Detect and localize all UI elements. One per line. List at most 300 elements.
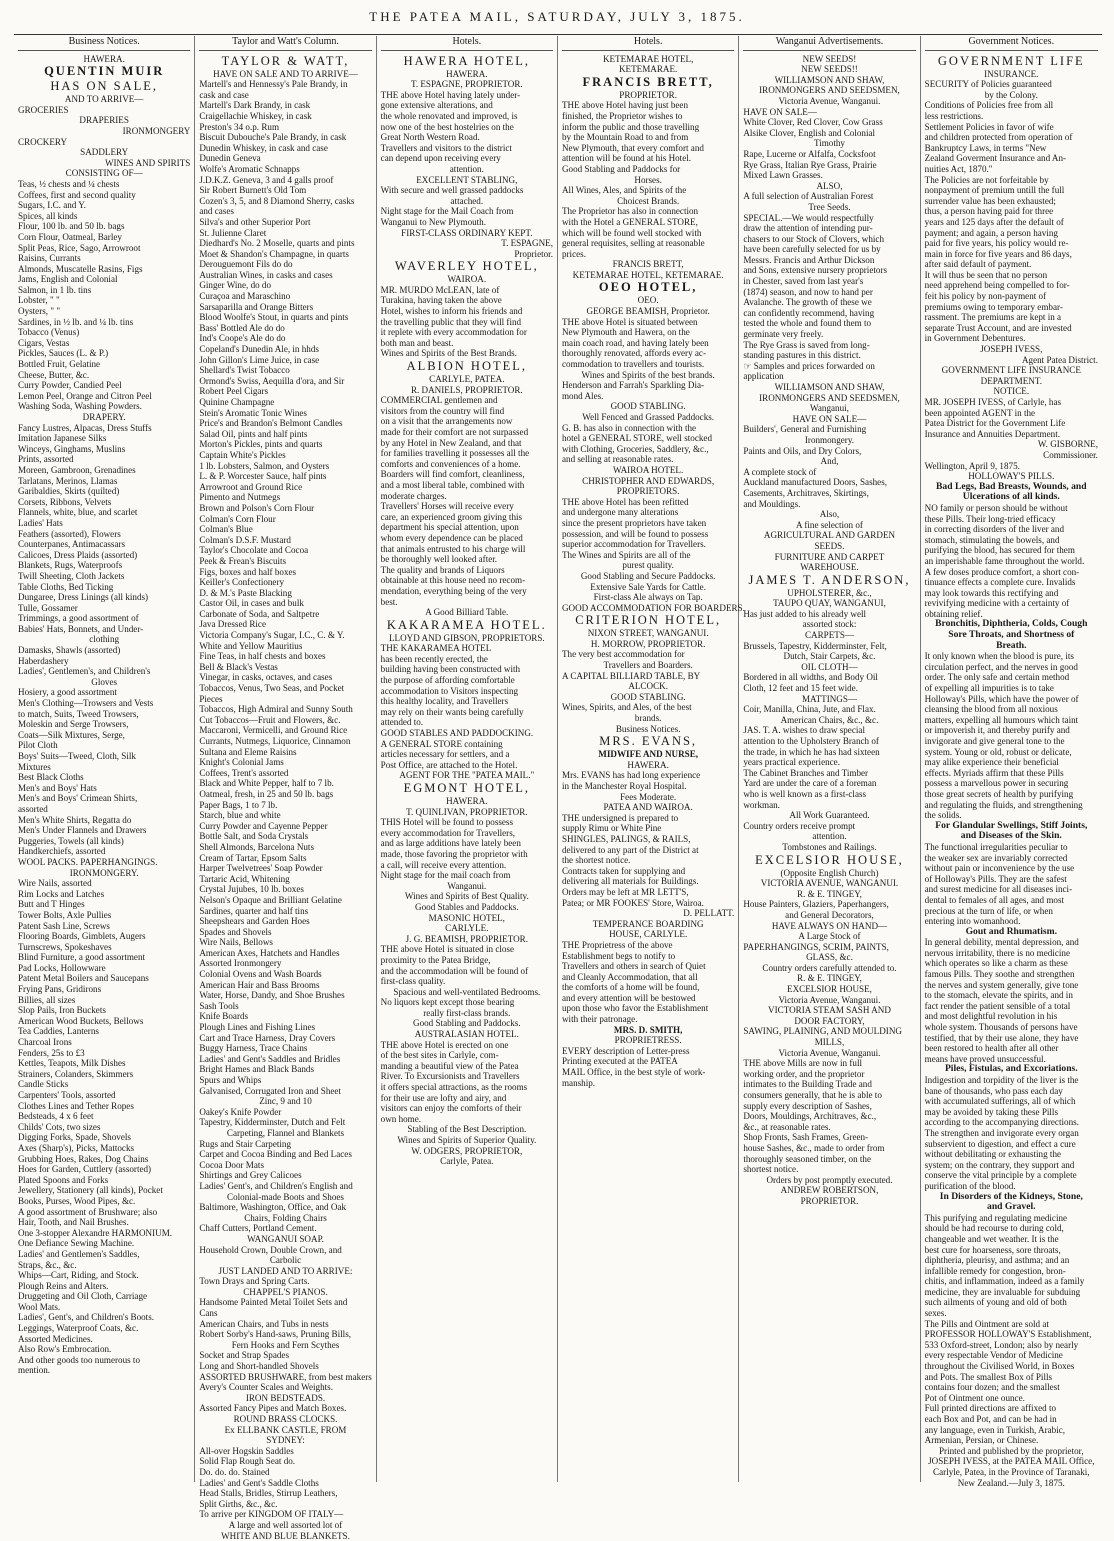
text-line: The Rye Grass is saved from long- — [743, 339, 870, 350]
text-line: Wines and Spirits of the best brands. — [581, 369, 715, 380]
text-line: Agent Patea District. — [1021, 354, 1098, 365]
column-header: Taylor and Watt's Column. — [199, 36, 371, 51]
text-line: and Gravel. — [987, 1201, 1036, 1213]
text-line: Cheese, Butter, &c. — [18, 369, 90, 380]
text-line: FIRST-CLASS ORDINARY KEPT. — [401, 227, 533, 238]
text-line: Breath. — [996, 639, 1027, 651]
text-line: WOOL PACKS. PAPERHANGINGS. — [18, 856, 158, 867]
text-line: the solids. — [924, 810, 962, 821]
text-line: years and 125 days after the default of — [924, 216, 1064, 227]
text-line: really first-class brands. — [423, 1007, 511, 1018]
text-line: Preston's 34 o.p. Rum — [199, 121, 280, 132]
text-line: Insurance and Annuities Department. — [924, 428, 1060, 439]
text-line: Hair, Tooth, and Nail Brushes. — [18, 1217, 129, 1228]
text-line: 533 Oxford-street, London; also by nearly — [924, 1339, 1079, 1350]
text-line: ☞ Samples and prices forwarded on — [743, 360, 875, 371]
text-line: gone extensive alterations, and — [380, 100, 493, 111]
text-line: Leggings, Waterproof Coats, &c. — [18, 1323, 139, 1334]
text-line: Wanganui. — [447, 880, 487, 891]
text-line: Proprietor. — [514, 248, 553, 259]
text-line: visitors from the country will find — [380, 405, 505, 416]
text-line: precious at the turn of life, or when — [924, 905, 1053, 916]
text-line: Sardines, in ½ lb. and ¼ lb. tins — [18, 316, 134, 327]
text-line: Straps, &c., &c. — [18, 1259, 77, 1270]
text-line: Tower Bolts, Axle Pullies — [18, 909, 112, 920]
text-line: American Wood Buckets, Bellows — [18, 1015, 144, 1026]
text-line: HAWERA. — [83, 53, 125, 64]
text-line: and regulating the fluids, and strengthening — [924, 799, 1083, 810]
text-line: Jams, English and Colonial — [18, 274, 118, 285]
text-line: Moleskin and Serge Trowsers, — [18, 719, 129, 730]
column-header: Wanganui Advertisements. — [743, 36, 915, 51]
text-line: Men's and Boys' Crimean Shirts, — [18, 793, 138, 804]
text-line: Kettles, Teapots, Milk Dishes — [18, 1058, 126, 1069]
text-line: Derouguemont Fils do do — [199, 259, 293, 270]
text-line: visitors can enjoy the comforts of their — [380, 1103, 522, 1114]
text-line: Country orders carefully attended to. — [762, 962, 897, 973]
text-line: MRS. D. SMITH, — [613, 1024, 683, 1035]
text-line: feit his policy by non-payment of — [924, 291, 1047, 302]
text-line: Wire Nails, assorted — [18, 878, 92, 889]
text-line: THE above Mills are now in full — [743, 1058, 863, 1069]
text-line: now one of the best hostelries on the — [380, 121, 514, 132]
text-line: and surest medicine for all diseases inci- — [924, 884, 1073, 895]
text-line: and Mouldings. — [743, 498, 801, 509]
text-line: EXCELSIOR HOUSE, — [787, 984, 872, 995]
text-line: Martell's and Hennessy's Pale Brandy, in — [199, 79, 348, 90]
column-hotels-2 — [558, 36, 745, 1482]
text-line: Knight's Colonial Jams — [199, 757, 284, 768]
text-line: Salad Oil, pints and half pints — [199, 428, 308, 439]
text-line: Wanganui, — [810, 403, 849, 414]
text-line: Mixed Lawn Grasses. — [743, 170, 823, 181]
text-line: John Gillon's Lime Juice, in case — [199, 354, 320, 365]
text-line: GLASS, &c. — [806, 952, 853, 963]
text-line: TAYLOR & WATT, — [221, 53, 350, 68]
text-line: on a visit that the arrangements now — [380, 416, 513, 427]
text-line: Harper Twelvetrees' Soap Powder — [199, 863, 323, 874]
text-line: Paper Bags, 1 to 7 lb. — [199, 799, 278, 810]
text-line: OEO. — [637, 295, 659, 306]
text-line: Carlyle, Patea, in the Province of Taranaki, — [933, 1466, 1090, 1477]
text-line: Colman's Blue — [199, 524, 253, 535]
text-line: Coir, Manilla, China, Jute, and Flax. — [743, 704, 876, 715]
text-line: NEW SEEDS! — [802, 53, 857, 64]
text-line: Keiller's Confectionery — [199, 577, 285, 588]
text-line: Spurs and Whips — [199, 1075, 262, 1085]
text-line: CROCKERY — [18, 136, 68, 147]
text-line: been restored to health after all other — [924, 1043, 1059, 1054]
text-line: and General Decorators, — [785, 909, 874, 920]
column-header: Hotels. — [562, 36, 734, 51]
text-line: DEPARTMENT. — [980, 375, 1042, 386]
text-line: rassment. The premiums are kept in a — [924, 312, 1062, 323]
text-line: MILLS, — [814, 1037, 845, 1048]
text-line: Spacious and well-ventilated Bedrooms. — [393, 986, 541, 997]
text-line: Druggeting and Oil Cloth, Carriage — [18, 1291, 148, 1302]
text-line: SEEDS. — [814, 540, 845, 551]
text-line: Good Stabling and Secure Paddocks. — [580, 570, 716, 581]
text-line: can depend upon receiving every — [380, 153, 501, 164]
text-line: H. MORROW, PROPRIETOR. — [590, 638, 706, 649]
text-line: delivered to any part of the District at — [561, 844, 699, 855]
text-line: KAKARAMEA HOTEL. — [386, 617, 547, 632]
text-line: contains four dozen; and the smallest — [924, 1382, 1060, 1393]
text-line: White and Yellow Mauritius — [199, 640, 303, 651]
text-line: CARLYLE, PATEA. — [429, 374, 505, 385]
text-line: first-class quality. — [380, 976, 446, 987]
text-line: the trade, in which he has had sixteen — [743, 746, 880, 757]
text-line: Tree Seeds. — [808, 201, 851, 212]
text-line: Strainers, Colanders, Skimmers — [18, 1068, 134, 1079]
text-line: effects. Myriads affirm that these Pills — [924, 767, 1064, 778]
text-line: JUST LANDED AND TO ARRIVE: — [218, 1265, 353, 1276]
text-line: the whole renovated and improved, is — [380, 110, 518, 121]
text-line: St. Julienne Claret — [199, 227, 267, 238]
text-line: Oakey's Knife Powder — [199, 1106, 282, 1117]
text-line: Coffees, first and second quality — [18, 189, 136, 200]
text-line: purest quality. — [622, 560, 674, 571]
text-line: chitis, and inflammation, indeed as a family — [924, 1276, 1085, 1287]
text-line: of expelling all impurities is to take — [924, 683, 1054, 694]
text-line: attached. — [450, 195, 484, 206]
text-line: And, — [820, 456, 839, 467]
text-line: Craigellachie Whiskey, in cask — [199, 110, 312, 121]
text-line: Lemon Peel, Orange and Citron Peel — [18, 390, 152, 401]
column-header: Hotels. — [381, 36, 553, 51]
text-line: Fenders, 25s to £3 — [18, 1047, 85, 1058]
text-line: KETEMARAE HOTEL, KETEMARAE. — [572, 269, 724, 280]
text-line: Zealand Goverment Insurance and An- — [924, 153, 1067, 164]
text-line: any language, even in Turkish, Arabic, — [924, 1424, 1066, 1435]
text-line: GEORGE BEAMISH, Proprietor. — [586, 306, 710, 317]
text-line: Ind's Coope's Ale do do — [199, 333, 286, 344]
text-line: and Sons, extensive nursery proprietors — [743, 265, 888, 276]
text-line: need apprehend being compelled to for- — [924, 280, 1070, 291]
text-line: Auckland manufactured Doors, Sashes, — [743, 477, 888, 488]
newspaper-page — [14, 36, 1102, 1541]
text-line: Cloth, 12 feet and 15 feet wide. — [743, 683, 858, 694]
text-line: dental to females of all ages, and most — [924, 894, 1065, 905]
text-line: DRAPERIES — [79, 115, 129, 126]
text-line: Flour, 100 lb. and 50 lb. bags — [18, 221, 125, 232]
text-line: best. — [380, 596, 398, 607]
text-line: Buggy Harness, Trace Chains — [199, 1043, 308, 1054]
text-line: GOOD STABLING. — [610, 401, 686, 412]
text-line: with accumulated sufferings, all of which — [924, 1096, 1076, 1107]
text-line: MIDWIFE AND NURSE, — [598, 749, 699, 760]
text-line: HAWERA. — [627, 759, 669, 770]
text-line: be thoroughly well looked after. — [380, 554, 498, 565]
text-line: supply every description of Sashes, — [743, 1100, 872, 1111]
text-line: attention. — [449, 163, 484, 174]
text-line: Pad Locks, Hollowware — [18, 962, 106, 973]
text-line: and Cleanly Accommodation, that all — [561, 971, 698, 982]
text-line: Spices, all kinds — [18, 210, 78, 221]
text-line: WHITE AND BLUE BLANKETS. — [221, 1530, 350, 1541]
column-taylor-and-watt — [195, 36, 376, 1541]
column-government-notices — [921, 36, 1102, 1488]
text-line: Split Peas, Rice, Sago, Arrowroot — [18, 242, 141, 253]
text-line: Curry Powder, Candied Peel — [18, 380, 122, 391]
text-line: FURNITURE AND CARPET — [774, 551, 885, 562]
text-line: The strengthen and invigorate every organ — [924, 1127, 1079, 1138]
text-line: PAPERHANGINGS, SCRIM, PAINTS, — [743, 941, 889, 952]
text-line: INSURANCE. — [984, 68, 1039, 79]
text-line: Dutch, Stair Carpets, &c. — [783, 651, 876, 662]
text-line: standing pastures in this district. — [743, 350, 861, 361]
text-line: testified, that by their use alone, they have — [924, 1032, 1079, 1043]
text-line: medicine, they are invaluable for subduing — [924, 1286, 1081, 1297]
text-line: Choicest Brands. — [617, 195, 680, 206]
text-line: &c., at reasonable rates. — [743, 1121, 831, 1132]
text-line: Ladies' and Gent's Saddles and Bridles — [199, 1053, 341, 1064]
text-line: Pimento and Nutmegs — [199, 492, 281, 503]
text-line: A GENERAL STORE containing — [380, 738, 503, 749]
text-line: stomach, stimulating the bowels, and — [924, 534, 1060, 545]
text-line: Butt and T Hinges — [18, 899, 85, 910]
text-line: proximity to the Patea Bridge, — [380, 954, 491, 965]
text-line: has been recently erected, the — [380, 653, 488, 664]
text-line: Alsike Clover, English and Colonial — [743, 127, 876, 138]
text-line: Ladies' Hats — [18, 517, 63, 528]
text-line: Carpeting, Flannel and Blankets — [226, 1127, 345, 1138]
text-line: WAIROA HOTEL. — [613, 464, 684, 475]
text-line: Pieces — [199, 693, 223, 704]
text-line: according to the accompanying directions. — [924, 1117, 1079, 1128]
text-line: it replete with every accommodation for — [380, 327, 527, 338]
text-line: Piles, Fistulas, and Excoriations. — [944, 1063, 1078, 1075]
text-line: Table Cloths, Bed Ticking — [18, 581, 114, 592]
text-line: thoroughly renovated, affords every ac- — [561, 348, 706, 359]
text-line: nervous irritability, there is no medicine — [924, 947, 1071, 958]
text-line: Pilot Cloth — [18, 740, 58, 751]
text-line: J.D.K.Z. Geneva, 3 and 4 galls proof — [199, 174, 334, 185]
text-line: means have proved unsuccessful. — [924, 1053, 1046, 1064]
text-line: THE above Hotel having lately under- — [380, 89, 521, 100]
text-line: This purifying and regulating medicine — [924, 1212, 1068, 1223]
text-line: Feathers (assorted), Flowers — [18, 528, 121, 539]
text-line: SAWING, PLAINING, AND MOULDING — [743, 1026, 902, 1037]
text-line: JOSEPH IVESS, at the PATEA MAIL Office, — [928, 1456, 1095, 1467]
text-line: Ironmongery. — [804, 434, 855, 445]
text-line: Wines, Spirits, and Ales, of the best — [561, 702, 692, 713]
text-line: tested the whole and found them to — [743, 318, 872, 329]
text-line: Patea; or MR FOOKES' Store, Wairoa. — [561, 897, 704, 908]
text-line: Tea Caddies, Lanterns — [18, 1026, 99, 1037]
text-line: each Box and Pot, and can be had in — [924, 1414, 1057, 1424]
text-line: thus, a person having paid for three — [924, 206, 1054, 217]
text-line: a call, will receive every attention. — [380, 859, 507, 870]
text-line: who is well known as a first-class — [743, 788, 867, 799]
text-line: IRONMONGERS AND SEEDSMEN, — [759, 392, 900, 403]
text-line: inform the public and those travelling — [561, 121, 700, 132]
text-line: Moet & Shandon's Champagne, in quarts — [199, 248, 349, 259]
text-line: without pain or inconvenience by the use — [924, 863, 1075, 874]
text-line: and selling at reasonable rates. — [561, 454, 674, 465]
text-line: Blood Woolfe's Stout, in quarts and pints — [199, 312, 349, 323]
text-line: Armenian, Persian, or Chinese. — [924, 1435, 1039, 1446]
text-line: (Opposite English Church) — [780, 867, 879, 878]
text-line: order. The only safe and certain method — [924, 672, 1070, 683]
text-line: best cure for hoarseness, sore throats, — [924, 1244, 1061, 1255]
text-line: Corsets, Ribbons, Velvets — [18, 496, 112, 507]
text-line: Colonial-made Boots and Shoes — [227, 1191, 344, 1202]
text-line: The Wines and Spirits are all of the — [561, 549, 691, 560]
text-line: Childs' Cots, two sizes — [18, 1121, 101, 1132]
text-line: Hosiery, a good assortment — [18, 687, 117, 698]
text-line: Flannels, white, blue, and scarlet — [18, 507, 138, 518]
text-line: Sore Throats, and Shortness of — [948, 629, 1075, 641]
text-line: Blankets, Rugs, Waterproofs — [18, 560, 123, 571]
text-line: Men's White Shirts, Regatta do — [18, 814, 132, 825]
text-line: Brussels, Tapestry, Kidderminster, Felt, — [743, 640, 887, 651]
text-line: premiums owing to temporary embar- — [924, 301, 1063, 312]
text-line: house Sashes, &c., made to order from — [743, 1142, 885, 1153]
text-line: with Clothing, Groceries, Saddlery, &c., — [561, 443, 709, 454]
column-header: Business Notices. — [18, 36, 190, 51]
text-line: Rape, Lucerne or Alfalfa, Cocksfoot — [743, 148, 876, 159]
text-line: such ailments of young and old of both — [924, 1297, 1067, 1308]
text-line: the purpose of affording comfortable — [380, 675, 515, 686]
text-line: Shirtings and Grey Calicoes — [199, 1170, 302, 1181]
text-line: every accommodation for Travellers, — [380, 827, 516, 838]
text-line: WAIROA. — [447, 274, 487, 285]
text-line: Turakina, having taken the above — [380, 295, 502, 306]
text-line: hotel a GENERAL STORE, well stocked — [561, 433, 713, 444]
text-line: THE undersigned is prepared to — [561, 812, 679, 823]
text-line: may alike experience their beneficial — [924, 757, 1059, 768]
text-line: circulation perfect, and the nerves in good — [924, 661, 1078, 672]
text-line: Assorted Fancy Pipes and Match Boxes. — [199, 1403, 347, 1414]
text-line: Brown and Polson's Corn Flour — [199, 502, 315, 513]
text-line: Great North Western Road. — [380, 132, 480, 143]
text-line: that animals entrusted to his charge will — [380, 543, 526, 554]
text-line: the weaker sex are invariably corrected — [924, 852, 1068, 863]
text-line: obtainable at this house need no recom- — [380, 575, 526, 586]
text-line: CONSISTING OF— — [65, 168, 143, 179]
text-line: shortest notice. — [743, 1164, 799, 1175]
text-line: MR. JOSEPH IVESS, of Carlyle, has — [924, 397, 1062, 407]
text-line: HAWERA HOTEL, — [403, 53, 530, 68]
text-line: Captain White's Pickles — [199, 449, 286, 460]
text-line: changeable and wet weather. It is the — [924, 1233, 1059, 1244]
text-line: Coats—Silk Mixtures, Serge, — [18, 729, 125, 740]
text-line: can confidently recommend, having — [743, 307, 875, 318]
text-line: Commissioner. — [1043, 449, 1098, 460]
text-line: Biscuit Dubouche's Pale Brandy, in cask — [199, 132, 347, 143]
text-line: Colman's Corn Flour — [199, 513, 276, 524]
text-line: THE Proprietress of the above — [561, 939, 673, 950]
text-line: Ladies' and Gent's Saddle Cloths — [199, 1477, 319, 1488]
text-line: It will thus be seen that no person — [924, 269, 1048, 280]
text-line: Curry Powder and Cayenne Pepper — [199, 820, 328, 831]
text-line: draw the attention of intending pur- — [743, 223, 873, 234]
text-line: matters, expelling all humours which taint — [924, 714, 1079, 725]
text-line: this healthy locality, and Travellers — [380, 696, 509, 707]
text-line: Almonds, Muscatelle Rasins, Figs — [18, 263, 143, 274]
text-line: The very best accommodation for — [561, 649, 685, 660]
text-line: conserve the vital principle by a complete — [924, 1170, 1077, 1181]
text-line: Oatmeal, fresh, in 25 and 50 lb. bags — [199, 788, 334, 799]
text-line: Extensive Sale Yards for Cattle. — [590, 581, 706, 592]
text-line: One Defiance Sewing Machine. — [18, 1238, 135, 1249]
text-line: In general debility, mental depression, and — [924, 937, 1079, 948]
text-line: FRANCIS BRETT, — [582, 74, 714, 89]
text-line: AGENT FOR THE "PATEA MAIL." — [399, 770, 535, 781]
text-line: Victoria Company's Sugar, I.C., C. & Y. — [199, 630, 345, 641]
text-line: Timothy — [813, 138, 845, 149]
text-line: A good assortment of Brushware; also — [18, 1206, 158, 1217]
text-line: Orders may be left at MR LETT'S, — [561, 886, 689, 897]
text-line: LLOYD AND GIBSON, PROPRIETORS. — [388, 632, 545, 643]
text-line: Axes (Sharp's), Picks, Mattocks — [18, 1142, 135, 1153]
text-line: Castor Oil, in cases and bulk — [199, 598, 304, 609]
text-line: L. & P. Worcester Sauce, half pints — [199, 471, 327, 482]
text-line: Plough Lines and Fishing Lines — [199, 1022, 316, 1033]
text-line: Tombstones and Railings. — [782, 841, 877, 852]
text-line: Curaçoa and Maraschino — [199, 291, 291, 302]
text-line: and children protected from operation of — [924, 132, 1073, 143]
text-line: Printing executed at the PATEA — [561, 1056, 678, 1067]
text-line: whole system. Thousands of persons have — [924, 1022, 1078, 1033]
text-line: NEW SEEDS!! — [801, 64, 858, 75]
text-line: CARLYLE. — [445, 923, 489, 934]
text-line: R. DANIELS, PROPRIETOR. — [410, 384, 523, 395]
text-line: Yard are under the care of a foreman — [743, 778, 877, 789]
text-line: Raisins, Currants — [18, 253, 81, 264]
text-line: Salmon, in 1 lb. tins — [18, 284, 92, 295]
text-line: For Glandular Swellings, Stiff Joints, — [935, 819, 1088, 831]
masthead: THE PATEA MAIL, SATURDAY, JULY 3, 1875. — [369, 9, 745, 24]
text-line: Bankruptcy Laws, in terms "New — [924, 142, 1047, 153]
text-line: Wines and Spirits of Best Quality. — [404, 891, 529, 902]
text-line: GOOD STABLING. — [610, 691, 686, 702]
text-line: in Chester, saved from last year's — [743, 276, 864, 287]
text-line: AGRICULTURAL AND GARDEN — [763, 530, 896, 541]
text-line: MASONIC HOTEL, — [428, 912, 505, 923]
text-line: Diedhard's No. 2 Moselle, quarts and pints — [199, 238, 355, 249]
text-line: One 3-stopper Alexandre HARMONIUM. — [18, 1227, 173, 1238]
text-line: Has just added to his already well — [743, 608, 867, 619]
text-line: OEO HOTEL, — [598, 280, 698, 295]
text-line: Handkerchiefs, assorted — [18, 846, 106, 857]
text-line: Imitation Japanese Silks — [18, 433, 107, 444]
text-line: A complete stock of — [743, 466, 817, 477]
text-line: With secure and well grassed paddocks — [380, 185, 524, 196]
text-line: Builders', General and Furnishing — [743, 424, 867, 435]
text-line: upon those who favor the Establishment — [561, 1003, 709, 1014]
text-line: assorted — [18, 803, 48, 814]
text-line: Good Stables and Paddocks. — [415, 901, 519, 912]
text-line: Knife Boards — [199, 1011, 249, 1022]
text-line: consumers generally, that he is able to — [743, 1090, 882, 1100]
text-line: D. & M.'s Paste Blacking — [199, 587, 292, 598]
text-line: The quality and brands of Liquors — [380, 564, 505, 575]
text-line: Galvanised, Corrugated Iron and Sheet — [199, 1085, 341, 1096]
text-line: The Policies are not forfeitable by — [924, 174, 1049, 185]
text-line: Candle Sticks — [18, 1079, 69, 1090]
text-line: and undergone many alterations — [561, 507, 679, 518]
text-line: Grubbing Hoes, Rakes, Dog Chains — [18, 1153, 149, 1164]
text-line: Horses. — [634, 174, 662, 185]
text-line: New Zealand.—July 3, 1875. — [957, 1477, 1065, 1488]
text-line: VICTORIA STEAM SASH AND — [768, 1005, 891, 1016]
text-line: SYDNEY: — [266, 1435, 305, 1446]
text-line: Printed and published by the proprietor, — [939, 1445, 1084, 1456]
text-line: by the Mountain Road to and from — [561, 132, 689, 143]
text-line: A Large Stock of — [798, 931, 861, 942]
